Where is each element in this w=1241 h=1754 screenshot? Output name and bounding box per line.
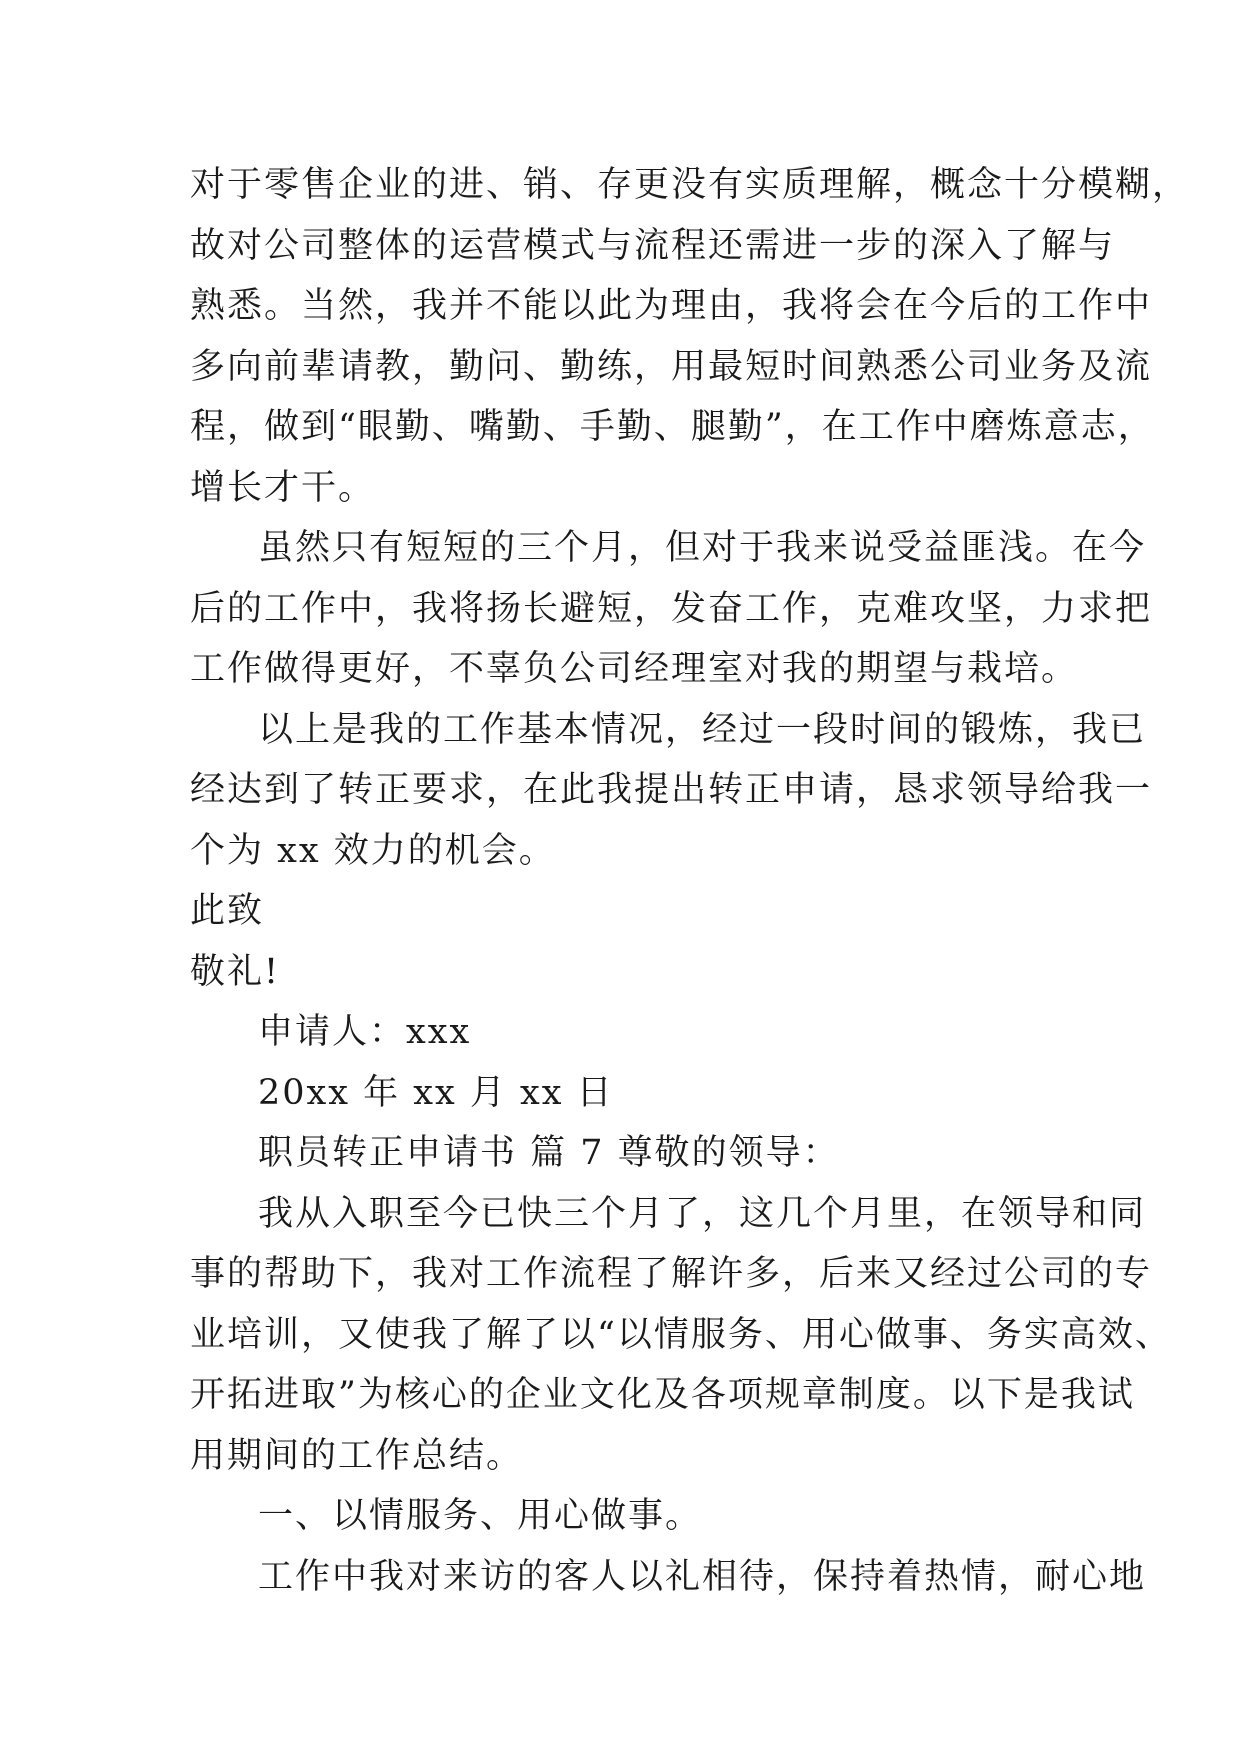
paragraph-start-line: 我从入职至今已快三个月了，这几个月里，在领导和同 — [258, 1193, 1147, 1234]
text-line: 工作做得更好，不辜负公司经理室对我的期望与栽培。 — [190, 649, 1079, 689]
text-line: 开拓进取”为核心的企业文化及各项规章制度。以下是我试 — [190, 1375, 1135, 1415]
section-heading: 职员转正申请书 篇 7 尊敬的领导： — [258, 1133, 840, 1173]
text-line: 熟悉。当然，我并不能以此为理由，我将会在今后的工作中 — [190, 286, 1153, 326]
text-line: 经达到了转正要求，在此我提出转正申请，恳求领导给我一 — [190, 770, 1153, 810]
text-line: 故对公司整体的运营模式与流程还需进一步的深入了解与 — [190, 225, 1116, 266]
text-line: 程，做到“眼勤、嘴勤、手勤、腿勤”，在工作中磨炼意志， — [190, 407, 1155, 447]
text-line: 用期间的工作总结。 — [190, 1435, 524, 1476]
text-line: 增长才干。 — [190, 467, 376, 508]
closing-regards: 敬礼! — [190, 951, 281, 992]
paragraph-start-line: 虽然只有短短的三个月，但对于我来说受益匪浅。在今 — [258, 528, 1147, 568]
text-line: 多向前辈请教，勤问、勤练，用最短时间熟悉公司业务及流 — [190, 346, 1153, 387]
paragraph-start-line: 工作中我对来访的客人以礼相待，保持着热情，耐心地 — [258, 1556, 1147, 1597]
text-line: 后的工作中，我将扬长避短，发奋工作，克难攻坚，力求把 — [190, 588, 1153, 629]
text-line: 业培训，又使我了解了以“以情服务、用心做事、务实高效、 — [190, 1314, 1172, 1355]
document-body — [190, 155, 1190, 1607]
date-line: 20xx 年 xx 月 xx 日 — [258, 1072, 614, 1113]
paragraph-start-line: 以上是我的工作基本情况，经过一段时间的锻炼，我已 — [258, 709, 1147, 750]
text-line: 个为 xx 效力的机会。 — [190, 830, 556, 871]
closing-salutation: 此致 — [190, 891, 265, 931]
text-line: 对于零售企业的进、销、存更没有实质理解，概念十分模糊， — [190, 165, 1190, 205]
applicant-signature: 申请人：xxx — [258, 1012, 472, 1052]
subsection-heading: 一、以情服务、用心做事。 — [258, 1496, 703, 1536]
text-line: 事的帮助下，我对工作流程了解许多，后来又经过公司的专 — [190, 1254, 1153, 1294]
